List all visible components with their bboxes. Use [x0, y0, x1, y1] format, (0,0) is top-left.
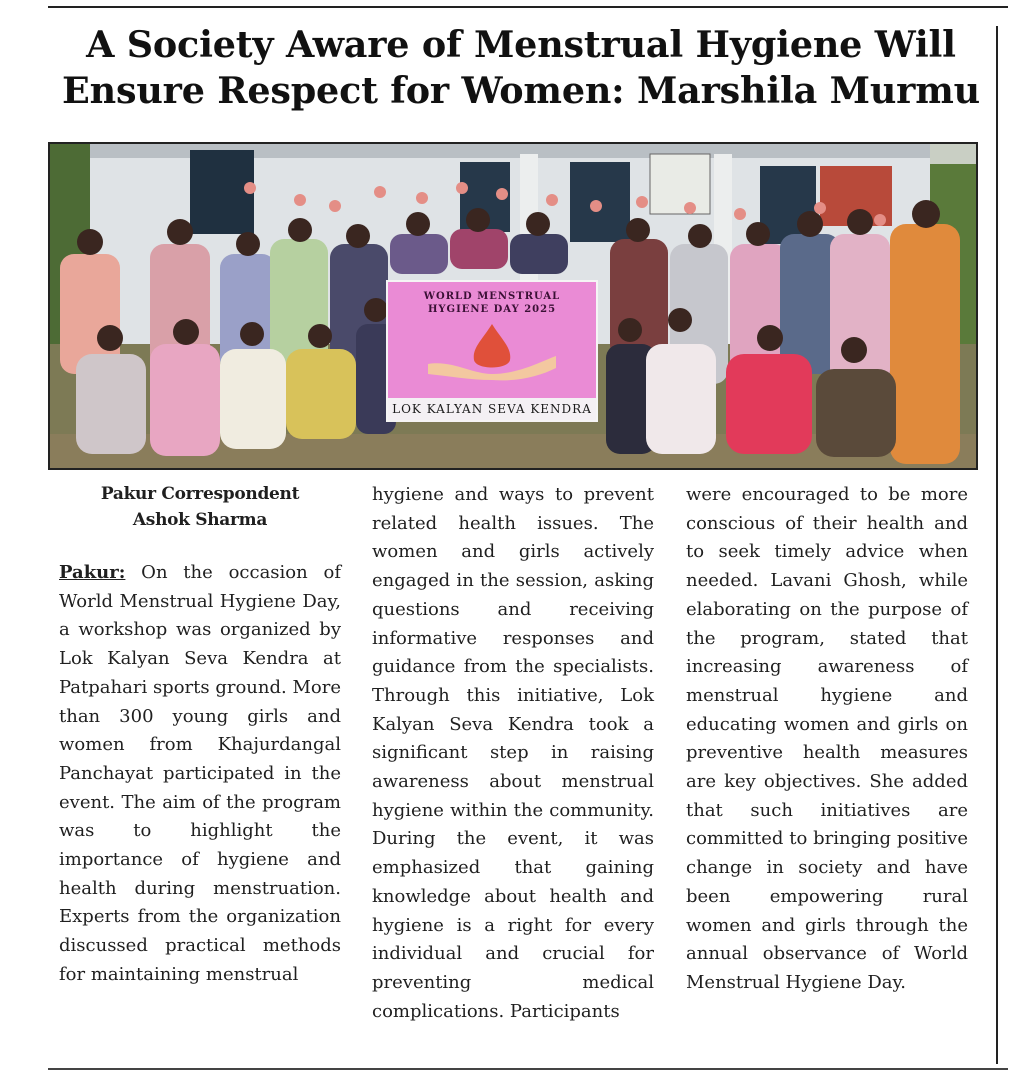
column-rule: [996, 26, 998, 1064]
top-rule: [48, 6, 1008, 8]
banner-title: WORLD MENSTRUAL HYGIENE DAY 2025: [423, 291, 561, 315]
article-column-1: [59, 481, 341, 990]
event-banner: [386, 280, 598, 422]
banner-footer: LOK KALYAN SEVA KENDRA: [388, 398, 596, 420]
column-1-text: On the occasion of World Menstrual Hygiene Day, a workshop was organized by Lok Kalyan Seva Kendra at Patpahari sports ground. More than 300 young girls and women from Khajurdangal Panchayat participated in the event. The aim of the program was to highlight the importance of hygiene and health during menstruation. Experts from the organization discussed practical methods for maintaining menstrual: [59, 562, 341, 985]
byline-author: Ashok Sharma: [132, 510, 268, 530]
article-column-3: [686, 481, 968, 998]
bottom-rule: [48, 1068, 1008, 1070]
hand-droplet-icon: [422, 318, 562, 382]
byline: [59, 481, 341, 533]
column-2-text: hygiene and ways to prevent related health issues. The women and girls actively engaged in the session, asking questions and receiving informative responses and guidance from the specialists. Through this initiative, Lok Kalyan Seva Kendra took a significant step in raising awareness about menstrual hygiene within the community. During the event, it was emphasized that gaining knowledge about health and hygiene is a right for every individual and crucial for preventing medical complications. Participants: [372, 484, 654, 1022]
byline-role: Pakur Correspondent: [100, 484, 300, 504]
dateline: Pakur:: [59, 562, 126, 583]
headline: A Society Aware of Menstrual Hygiene Will Ensure Respect for Women: Marshila Murmu: [62, 23, 980, 112]
article-photo: [48, 142, 978, 470]
column-3-text: were encouraged to be more conscious of their health and to seek timely advice when needed. Lavani Ghosh, while elaborating on the purpose of the program, stated that increasing awareness of menstrual hygiene and educating women and girls on preventive health measures are key objectives. She added that such initiatives are committed to bringing positive change in society and have been empowering rural women and girls through the annual observance of World Menstrual Hygiene Day.: [686, 484, 968, 993]
paragraph-1: [59, 559, 341, 990]
article-column-2: [372, 481, 654, 1026]
